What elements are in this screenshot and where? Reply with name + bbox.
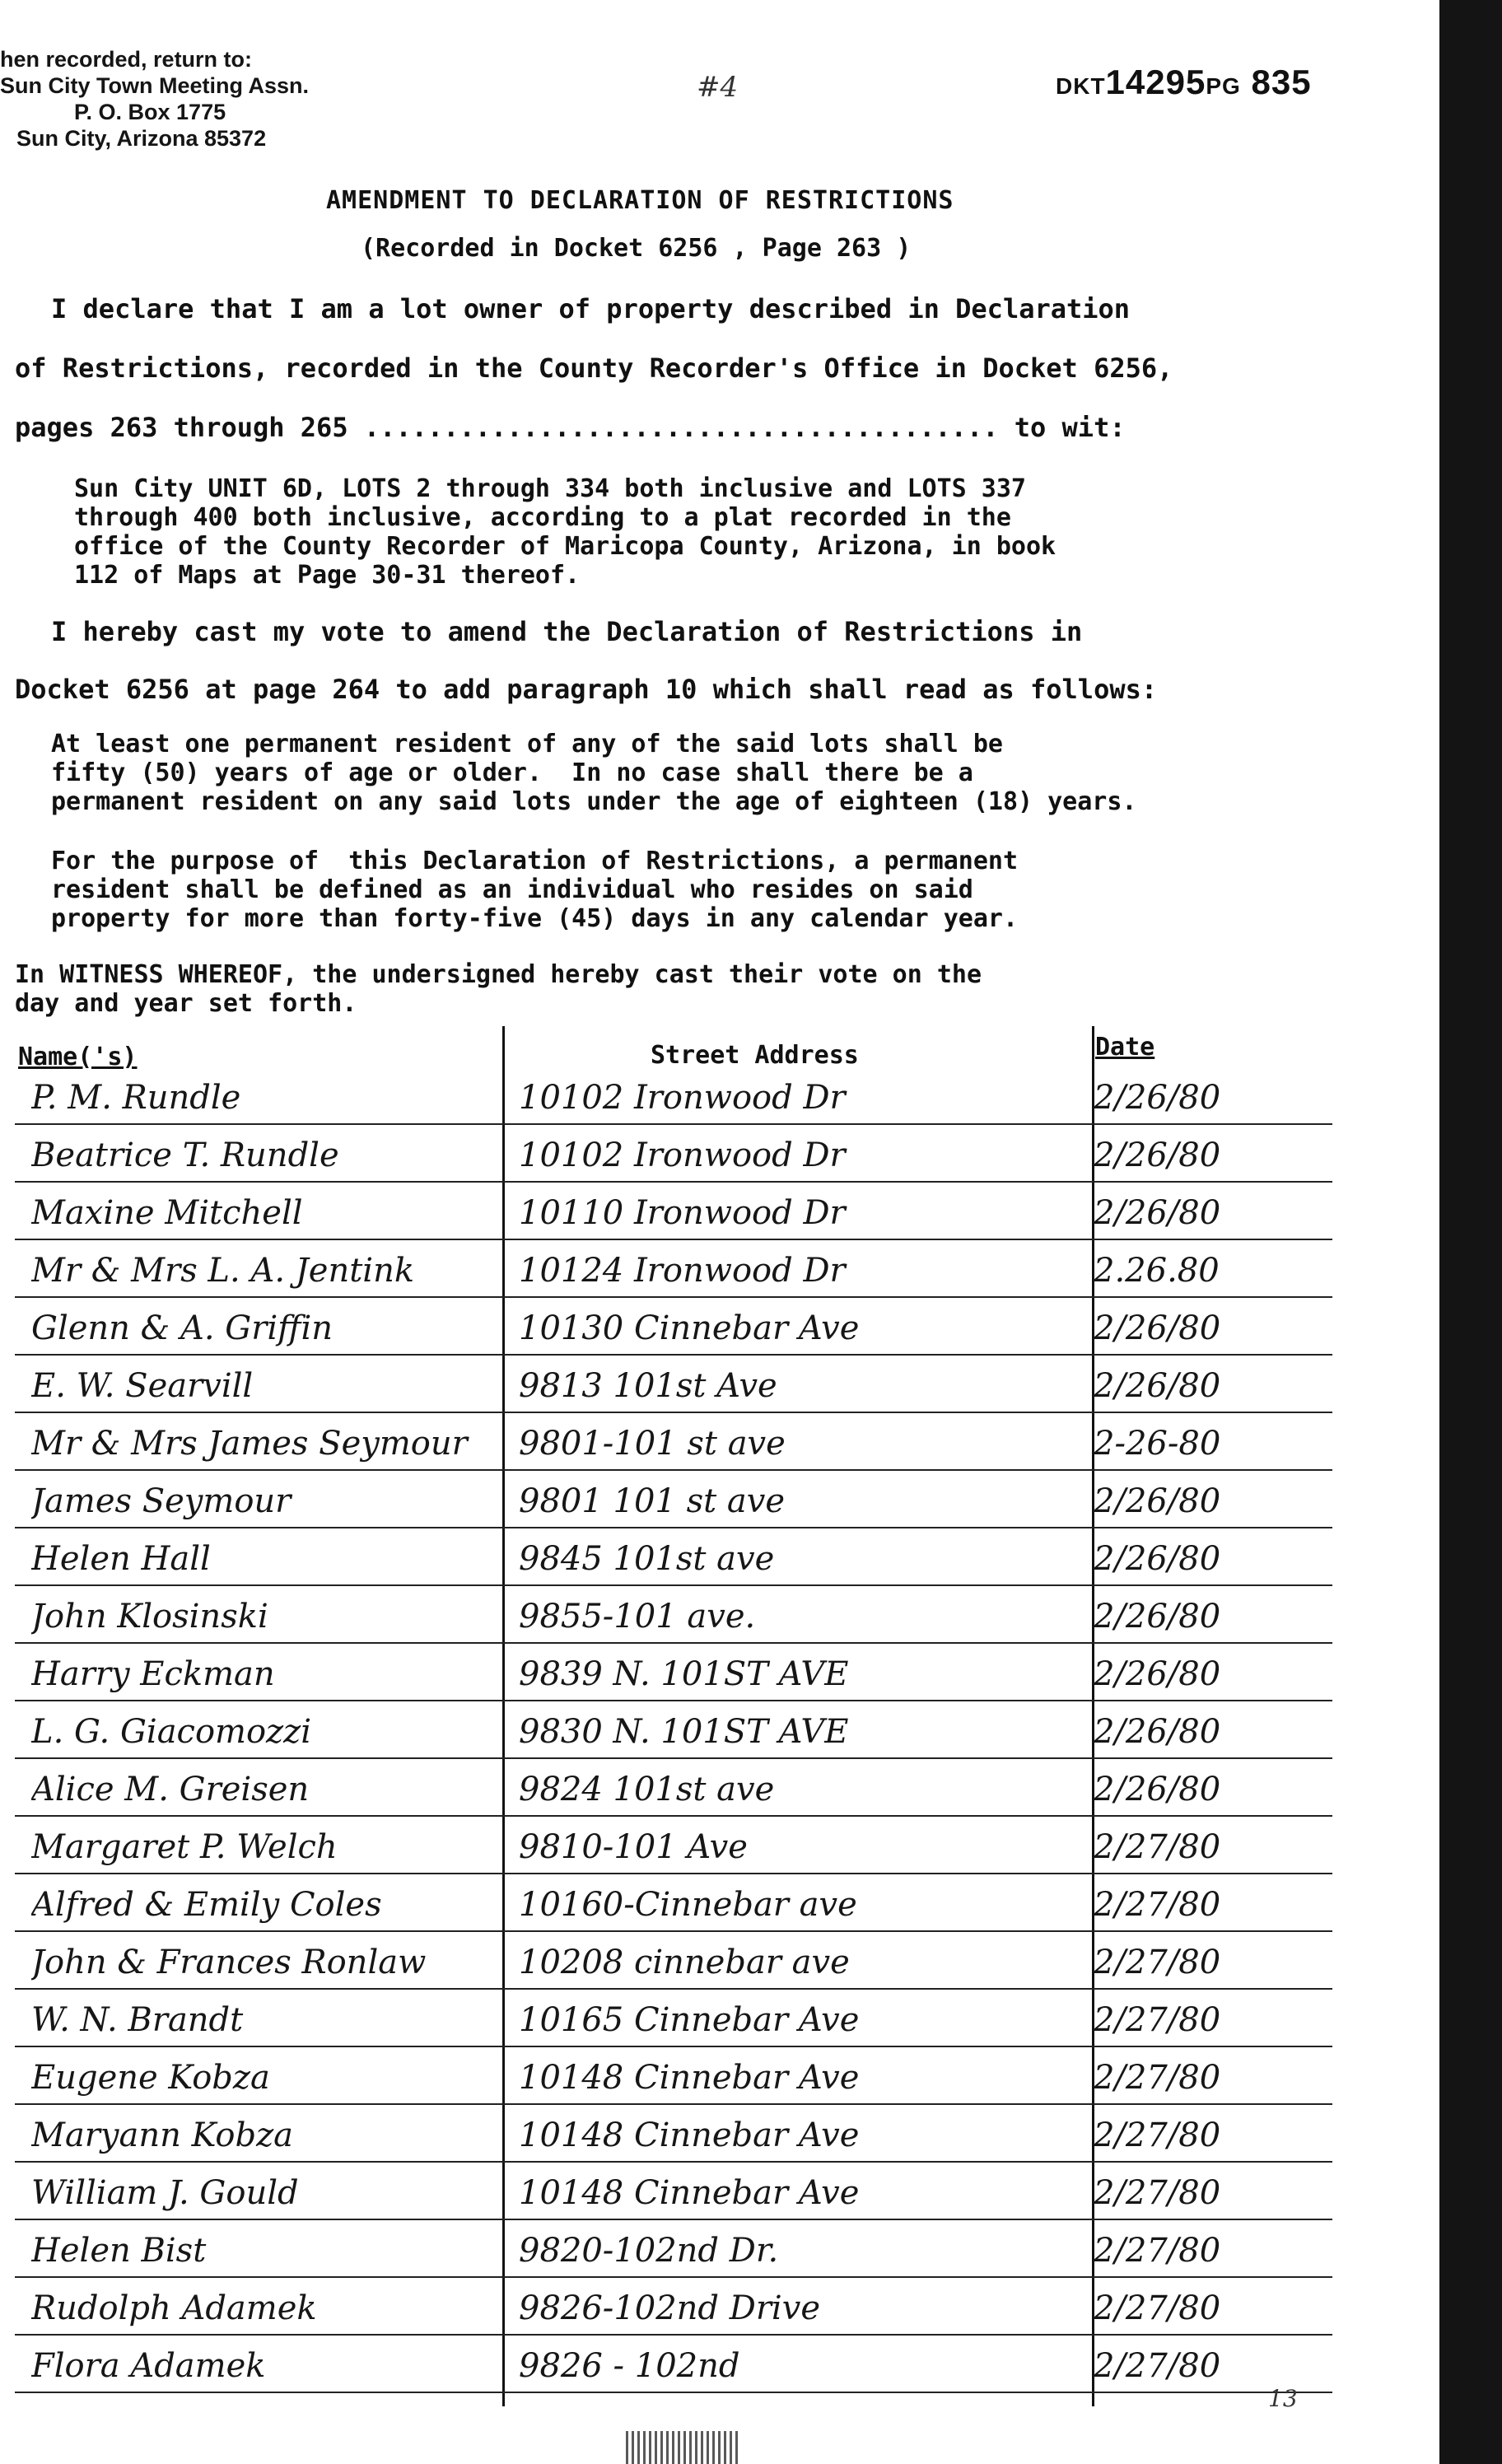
street-address: 9845 101st ave [519,1540,775,1578]
signature-date: 2/26/80 [1094,1194,1221,1232]
table-row [15,1771,1332,1817]
signature-date: 2/26/80 [1094,1309,1221,1347]
street-address: 10130 Cinnebar Ave [519,1309,860,1347]
table-row [15,2116,1332,2163]
signature-date: 2/26/80 [1094,1655,1221,1693]
table-row [15,1886,1332,1932]
signature-name: James Seymour [31,1482,292,1520]
row-underline [15,1584,1332,1586]
street-address: 10148 Cinnebar Ave [519,2116,860,2154]
signature-date: 2/26/80 [1094,1771,1221,1808]
signature-name: L. G. Giacomozzi [31,1713,311,1751]
row-underline [15,1642,1332,1644]
paragraph-age-requirement: At least one permanent resident of any of the said lots shall be fifty (50) years of age or older. In no case shall there be a permanent resident on any said lots under the age of eighteen (18) years. [51,730,1137,816]
row-underline [15,2392,1332,2393]
scan-artifact [626,2431,741,2464]
street-address: 10148 Cinnebar Ave [519,2059,860,2097]
street-address: 9801-101 st ave [519,1425,786,1463]
table-row [15,1136,1332,1183]
street-address: 9813 101st Ave [519,1367,777,1405]
signature-date: 2/27/80 [1094,2001,1221,2039]
signature-date: 2/26/80 [1094,1598,1221,1636]
street-address: 10124 Ironwood Dr [519,1252,846,1290]
signature-name: John Klosinski [31,1598,268,1636]
signature-date: 2/27/80 [1094,2232,1221,2270]
page-prefix: PG [1206,73,1241,99]
signature-name: William J. Gould [31,2174,299,2212]
street-address: 9839 N. 101ST AVE [519,1655,849,1693]
row-underline [15,2046,1332,2047]
street-address: 9826-102nd Drive [519,2289,820,2327]
signature-name: Helen Hall [31,1540,211,1578]
signature-date: 2/27/80 [1094,2347,1221,2385]
table-row [15,1944,1332,1990]
row-underline [15,1873,1332,1874]
signature-name: W. N. Brandt [31,2001,244,2039]
signature-name: Rudolph Adamek [31,2289,317,2327]
table-row [15,2347,1332,2393]
table-row [15,1425,1332,1471]
docket-stamp [1056,63,1312,102]
signature-name: Glenn & A. Griffin [31,1309,334,1347]
street-address: 9826 - 102nd [519,2347,740,2385]
table-row [15,2289,1332,2336]
row-underline [15,1239,1332,1240]
column-header-date: Date [1095,1033,1155,1062]
handwritten-mark: #4 [697,71,739,104]
signature-date: 2/27/80 [1094,2059,1221,2097]
table-row [15,1598,1332,1644]
declaration-line-3: pages 263 through 265 ........................................ to wit: [15,412,1126,443]
table-row [15,1079,1332,1125]
table-row [15,2174,1332,2220]
row-underline [15,1527,1332,1528]
signature-name: Maxine Mitchell [31,1194,303,1232]
docket-number: 14295 [1105,63,1206,101]
table-row [15,1309,1332,1356]
signature-date: 2/26/80 [1094,1713,1221,1751]
witness-clause: In WITNESS WHEREOF, the undersigned hereby cast their vote on the day and year set forth. [15,960,982,1018]
vote-line-2: Docket 6256 at page 264 to add paragraph 10 which shall read as follows: [15,674,1158,705]
signature-name: Helen Bist [31,2232,207,2270]
street-address: 9855-101 ave. [519,1598,756,1636]
signature-date: 2/27/80 [1094,1828,1221,1866]
scan-edge-right [1439,0,1502,2464]
street-address: 9820-102nd Dr. [519,2232,779,2270]
table-row [15,1367,1332,1413]
signature-date: 2/26/80 [1094,1367,1221,1405]
table-row [15,1252,1332,1298]
row-underline [15,1757,1332,1759]
signature-name: Mr & Mrs James Seymour [31,1425,468,1463]
docket-prefix: DKT [1056,73,1106,99]
document-subtitle: (Recorded in Docket 6256 , Page 263 ) [361,234,912,263]
signature-date: 2/26/80 [1094,1136,1221,1174]
table-row [15,2232,1332,2278]
street-address: 10148 Cinnebar Ave [519,2174,860,2212]
row-underline [15,1354,1332,1356]
return-line: Sun City Town Meeting Assn. [0,73,310,98]
row-underline [15,1930,1332,1932]
table-row [15,2059,1332,2105]
page-mark: 13 [1268,2385,1298,2412]
table-row [15,1194,1332,1240]
table-row [15,1713,1332,1759]
signature-date: 2/26/80 [1094,1540,1221,1578]
signature-date: 2/27/80 [1094,2289,1221,2327]
declaration-line-2: of Restrictions, recorded in the County Recorder's Office in Docket 6256, [15,352,1173,384]
street-address: 9810-101 Ave [519,1828,748,1866]
row-underline [15,1123,1332,1125]
row-underline [15,1412,1332,1413]
table-row [15,1482,1332,1528]
table-row [15,1655,1332,1701]
street-address: 10165 Cinnebar Ave [519,2001,860,2039]
signature-name: Harry Eckman [31,1655,275,1693]
signature-name: Margaret P. Welch [31,1828,338,1866]
return-line: Sun City, Arizona 85372 [16,126,267,151]
signature-name: John & Frances Ronlaw [31,1944,427,1981]
column-header-address: Street Address [651,1041,859,1070]
return-line: P. O. Box 1775 [74,100,226,124]
return-line: hen recorded, return to: [0,47,253,72]
signature-date: 2/26/80 [1094,1079,1221,1117]
document-title: AMENDMENT TO DECLARATION OF RESTRICTIONS [326,186,954,215]
row-underline [15,2161,1332,2163]
row-underline [15,2276,1332,2278]
street-address: 10208 cinnebar ave [519,1944,850,1981]
street-address: 10110 Ironwood Dr [519,1194,846,1232]
street-address: 9824 101st ave [519,1771,775,1808]
page-number: 835 [1251,63,1312,101]
vote-line-1: I hereby cast my vote to amend the Declaration of Restrictions in [51,616,1083,647]
street-address: 10102 Ironwood Dr [519,1079,846,1117]
signature-date: 2/27/80 [1094,1886,1221,1924]
signature-date: 2/27/80 [1094,2116,1221,2154]
signature-name: Flora Adamek [31,2347,266,2385]
street-address: 10160-Cinnebar ave [519,1886,857,1924]
table-row [15,1540,1332,1586]
signature-name: Eugene Kobza [31,2059,270,2097]
signature-date: 2.26.80 [1094,1252,1220,1290]
return-address-block [0,46,309,152]
signature-date: 2-26-80 [1094,1425,1221,1463]
row-underline [15,1469,1332,1471]
table-row [15,2001,1332,2047]
row-underline [15,2334,1332,2336]
street-address: 9830 N. 101ST AVE [519,1713,849,1751]
signature-name: E. W. Searvill [31,1367,254,1405]
column-header-name: Name('s) [18,1043,138,1071]
table-row [15,1828,1332,1874]
street-address: 10102 Ironwood Dr [519,1136,846,1174]
street-address: 9801 101 st ave [519,1482,786,1520]
row-underline [15,1815,1332,1817]
row-underline [15,2103,1332,2105]
signature-date: 2/27/80 [1094,2174,1221,2212]
row-underline [15,1181,1332,1183]
declaration-line-1: I declare that I am a lot owner of property described in Declaration [51,293,1131,324]
row-underline [15,2219,1332,2220]
signature-date: 2/27/80 [1094,1944,1221,1981]
row-underline [15,1296,1332,1298]
paragraph-permanent-resident: For the purpose of this Declaration of Restrictions, a permanent resident shall be defined as an individual who resides on said property for more than forty-five (45) days in any calendar year. [51,847,1018,933]
signature-date: 2/26/80 [1094,1482,1221,1520]
signature-name: P. M. Rundle [31,1079,241,1117]
row-underline [15,1988,1332,1990]
row-underline [15,1700,1332,1701]
signature-name: Alfred & Emily Coles [31,1886,382,1924]
legal-description: Sun City UNIT 6D, LOTS 2 through 334 both inclusive and LOTS 337 through 400 both inclusive, according to a plat recorded in the office of the County Recorder of Maricopa County, Arizona, in book 112 of Maps at Page 30-31 thereof. [74,474,1057,590]
signature-name: Alice M. Greisen [31,1771,310,1808]
signature-name: Beatrice T. Rundle [31,1136,339,1174]
signature-name: Maryann Kobza [31,2116,294,2154]
signature-name: Mr & Mrs L. A. Jentink [31,1252,415,1290]
